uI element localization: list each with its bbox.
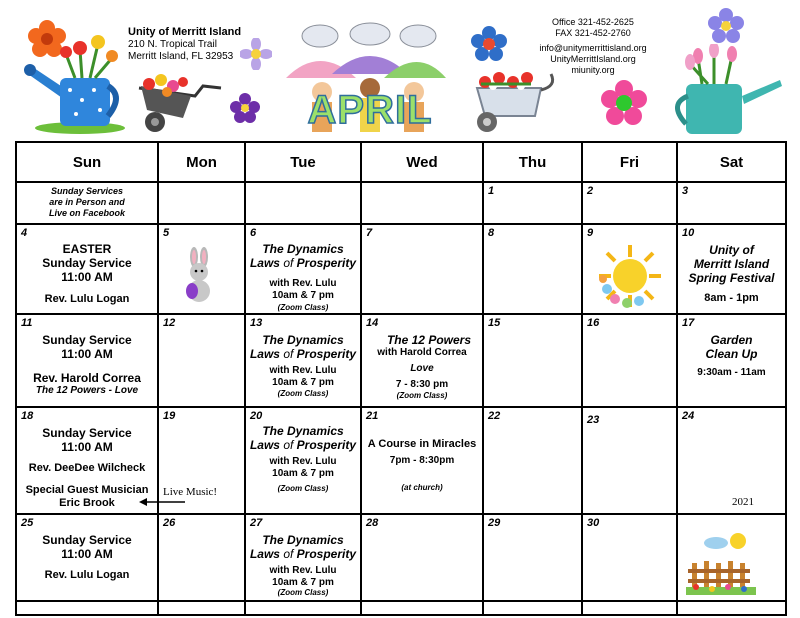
church-address	[128, 26, 241, 63]
class-times: 7 - 8:30 pm	[395, 379, 449, 390]
class-title-of: of	[283, 547, 294, 561]
pink-flower-icon	[601, 80, 647, 126]
class-teacher: with Rev. Lulu	[269, 565, 337, 576]
day-number: 8	[488, 227, 495, 239]
contact-info	[528, 17, 658, 76]
day-cell	[361, 314, 483, 407]
festival-time: 8am - 1pm	[704, 292, 759, 304]
violet-flower-icon	[230, 93, 260, 123]
street-address: 210 N. Tropical Trail	[128, 39, 217, 50]
week-row	[16, 314, 786, 407]
weekday-sun: Sun	[16, 142, 158, 182]
weekday-tue: Tue	[245, 142, 361, 182]
service-time: 11:00 AM	[61, 440, 113, 454]
day-number: 29	[488, 517, 501, 529]
day-cell	[16, 182, 158, 224]
festival-title-line3: Spring Festival	[688, 271, 775, 285]
class-format: (Zoom Class)	[277, 389, 329, 398]
week-row	[16, 514, 786, 601]
day-number: 28	[366, 517, 379, 529]
day-number: 16	[587, 317, 600, 329]
day-cell	[245, 601, 361, 615]
class-times: 10am & 7 pm	[272, 377, 334, 388]
blue-flower-icon	[471, 26, 507, 62]
service-time: 11:00 AM	[61, 270, 113, 284]
day-number: 19	[163, 410, 176, 422]
day-cell	[361, 407, 483, 514]
day-cell	[677, 514, 786, 601]
office-phone: Office 321-452-2625	[552, 17, 634, 27]
class-title-laws: Laws	[249, 256, 280, 270]
day-cell	[677, 314, 786, 407]
service-title: Sunday Service	[42, 256, 132, 270]
day-cell	[483, 182, 582, 224]
spring-fence-icon	[686, 529, 756, 595]
org-name: Unity of Merritt Island	[128, 26, 242, 38]
class-teacher: with Rev. Lulu	[269, 365, 337, 376]
day-cell	[677, 601, 786, 615]
weekday-fri: Fri	[582, 142, 677, 182]
day-number: 4	[21, 227, 28, 239]
guest-musician-label: Special Guest Musician	[25, 484, 149, 496]
day-number: 18	[21, 410, 34, 422]
service-time: 11:00 AM	[61, 547, 113, 561]
class-topic: Love	[410, 363, 434, 374]
fax-number: FAX 321-452-2760	[555, 28, 631, 38]
service-time: 11:00 AM	[61, 347, 113, 361]
day-cell	[158, 514, 245, 601]
day-cell	[677, 407, 786, 514]
class-format: (Zoom Class)	[277, 484, 329, 493]
day-cell	[245, 407, 361, 514]
class-teacher: with Rev. Lulu	[269, 456, 337, 467]
day-cell	[245, 182, 361, 224]
day-cell	[483, 601, 582, 615]
day-cell	[677, 182, 786, 224]
easter-label: EASTER	[62, 242, 112, 256]
festival-title-line2: Merritt Island	[693, 257, 770, 271]
calendar-header	[0, 0, 800, 140]
day-cell	[582, 314, 677, 407]
day-cell	[361, 224, 483, 314]
day-number: 12	[163, 317, 176, 329]
services-note-line1: Sunday Services	[50, 186, 124, 196]
day-cell	[158, 601, 245, 615]
short-website: miunity.org	[571, 65, 615, 75]
class-title: The 12 Powers	[386, 333, 472, 347]
day-number: 22	[488, 410, 501, 422]
day-cell	[16, 314, 158, 407]
city-address: Merritt Island, FL 32953	[128, 51, 234, 62]
website: UnityMerrittIsland.org	[550, 54, 636, 64]
day-number: 26	[163, 517, 176, 529]
service-title: Sunday Service	[42, 426, 132, 440]
class-title-prosperity: Prosperity	[296, 438, 357, 452]
day-number: 21	[366, 410, 379, 422]
day-number: 17	[682, 317, 695, 329]
class-title-laws: Laws	[249, 438, 280, 452]
class-title-prosperity: Prosperity	[296, 547, 357, 561]
day-number: 3	[682, 185, 689, 197]
day-number: 14	[366, 317, 379, 329]
weekday-wed: Wed	[361, 142, 483, 182]
class-title-of: of	[283, 438, 294, 452]
day-number: 6	[250, 227, 257, 239]
day-number: 9	[587, 227, 594, 239]
service-title: Sunday Service	[42, 333, 132, 347]
day-cell	[677, 224, 786, 314]
week-row	[16, 224, 786, 314]
class-title-prosperity: Prosperity	[296, 256, 357, 270]
guest-musician-name: Eric Brook	[59, 497, 115, 509]
class-location: (at church)	[401, 483, 443, 492]
event-title-line1: Garden	[710, 333, 753, 347]
calendar-grid	[15, 141, 787, 616]
service-speaker: Rev. Lulu Logan	[44, 293, 130, 305]
day-cell	[483, 407, 582, 514]
live-music-note: Live Music!	[163, 486, 218, 498]
easter-bunny-icon	[183, 247, 215, 303]
day-cell	[158, 182, 245, 224]
festival-title-line1: Unity of	[709, 243, 754, 257]
day-number: 1	[488, 185, 495, 197]
class-times: 10am & 7 pm	[272, 577, 334, 588]
day-cell	[483, 514, 582, 601]
teal-watering-can-icon	[662, 44, 786, 138]
class-teacher: with Rev. Lulu	[269, 278, 337, 289]
day-number: 20	[250, 410, 263, 422]
day-cell	[483, 224, 582, 314]
class-title: The Dynamics	[262, 333, 344, 347]
day-cell	[158, 224, 245, 314]
day-cell	[361, 601, 483, 615]
day-number: 23	[587, 414, 600, 426]
email-address: info@unitymerrittisland.org	[539, 43, 647, 53]
watering-can-icon	[20, 30, 125, 135]
day-cell	[582, 224, 677, 314]
class-times: 7pm - 8:30pm	[389, 455, 455, 466]
weekday-thu: Thu	[483, 142, 582, 182]
day-number: 10	[682, 227, 695, 239]
lavender-flower-icon	[240, 38, 272, 70]
day-number: 7	[366, 227, 373, 239]
class-format: (Zoom Class)	[396, 391, 448, 400]
calendar-year: 2021	[732, 496, 754, 508]
day-number: 15	[488, 317, 501, 329]
day-cell	[158, 407, 245, 514]
day-number: 25	[21, 517, 34, 529]
day-cell	[245, 224, 361, 314]
day-cell	[158, 314, 245, 407]
service-speaker: Rev. Harold Correa	[33, 371, 141, 385]
class-title: The Dynamics	[262, 424, 344, 438]
class-title-of: of	[283, 256, 294, 270]
services-note-line3: Live on Facebook	[48, 208, 126, 218]
services-note-line2: are in Person and	[49, 197, 125, 207]
event-title-line2: Clean Up	[705, 347, 758, 361]
service-speaker: Rev. DeeDee Wilcheck	[28, 462, 146, 474]
day-number: 2	[587, 185, 594, 197]
class-format: (Zoom Class)	[277, 588, 329, 597]
day-cell	[16, 514, 158, 601]
day-number: 27	[250, 517, 263, 529]
arrow-left-icon	[139, 497, 185, 507]
day-cell	[245, 514, 361, 601]
lilac-flower-icon	[708, 8, 744, 44]
weekday-sat: Sat	[677, 142, 786, 182]
class-times: 10am & 7 pm	[272, 468, 334, 479]
class-title: A Course in Miracles	[367, 438, 477, 450]
class-title: The Dynamics	[262, 242, 344, 256]
day-number: 13	[250, 317, 263, 329]
service-topic: The 12 Powers - Love	[35, 385, 139, 396]
day-cell	[16, 407, 158, 514]
sun-flowers-icon	[597, 243, 663, 309]
service-speaker: Rev. Lulu Logan	[44, 569, 130, 581]
service-title: Sunday Service	[42, 533, 132, 547]
day-number: 5	[163, 227, 170, 239]
week-row	[16, 407, 786, 514]
class-times: 10am & 7 pm	[272, 290, 334, 301]
class-title-laws: Laws	[249, 347, 280, 361]
day-cell	[582, 407, 677, 514]
class-format: (Zoom Class)	[277, 303, 329, 312]
day-number: 24	[682, 410, 695, 422]
week-row	[16, 182, 786, 224]
weekday-header-row	[16, 142, 786, 182]
week-row	[16, 601, 786, 615]
weekday-mon: Mon	[158, 142, 245, 182]
event-time: 9:30am - 11am	[697, 367, 766, 378]
class-title-laws: Laws	[249, 547, 280, 561]
day-cell	[582, 601, 677, 615]
wheelbarrow-icon	[133, 66, 225, 136]
day-cell	[483, 314, 582, 407]
class-title-prosperity: Prosperity	[296, 347, 357, 361]
day-number: 11	[21, 317, 33, 329]
day-cell	[245, 314, 361, 407]
day-cell	[361, 514, 483, 601]
day-cell	[361, 182, 483, 224]
day-cell	[582, 182, 677, 224]
day-cell	[582, 514, 677, 601]
class-title-of: of	[283, 347, 294, 361]
april-title: APRIL	[307, 88, 433, 132]
day-cell	[16, 601, 158, 615]
day-number: 30	[587, 517, 600, 529]
class-teacher: with Harold Correa	[377, 347, 467, 358]
class-title: The Dynamics	[262, 533, 344, 547]
day-cell	[16, 224, 158, 314]
